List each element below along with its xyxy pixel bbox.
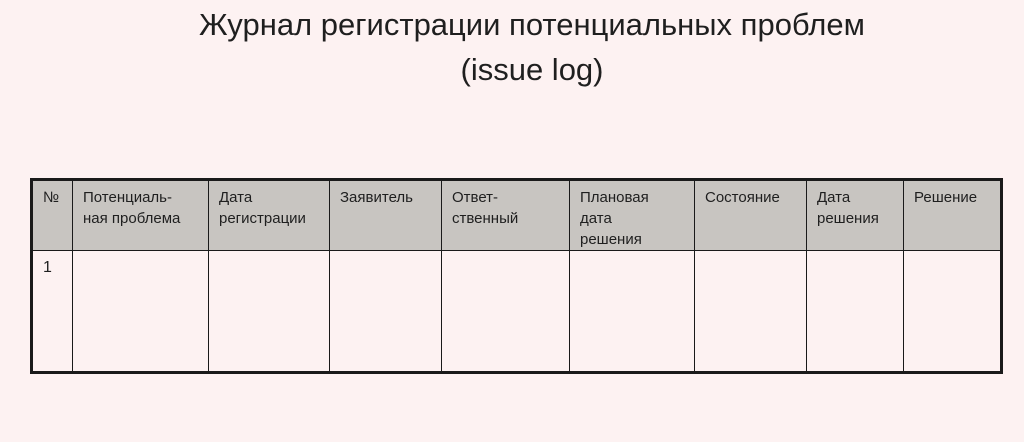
column-header-requester: Заявитель <box>330 180 442 251</box>
table-cell-requester <box>330 251 442 373</box>
column-header-issue: Потенциаль- ная проблема <box>73 180 209 251</box>
column-header-planned-resolution-date: Плановая дата решения <box>570 180 695 251</box>
column-header-resolution-date: Дата решения <box>807 180 904 251</box>
table-row <box>32 251 1002 373</box>
table-cell-planned-resolution-date <box>570 251 695 373</box>
column-header-resolution: Решение <box>904 180 1002 251</box>
issue-log-table <box>30 178 1003 374</box>
column-header-status: Состояние <box>695 180 807 251</box>
table-cell-resolution-date <box>807 251 904 373</box>
table-cell-number: 1 <box>32 251 73 373</box>
table-cell-resolution <box>904 251 1002 373</box>
column-header-number: № <box>32 180 73 251</box>
table-cell-status <box>695 251 807 373</box>
table-cell-issue <box>73 251 209 373</box>
column-header-responsible: Ответ- ственный <box>442 180 570 251</box>
table-cell-responsible <box>442 251 570 373</box>
table-header-row <box>32 180 1002 251</box>
column-header-registration-date: Дата регистрации <box>209 180 330 251</box>
page-title: Журнал регистрации потенциальных проблем <box>199 7 865 42</box>
page-subtitle: (issue log) <box>460 52 604 87</box>
table-cell-registration-date <box>209 251 330 373</box>
